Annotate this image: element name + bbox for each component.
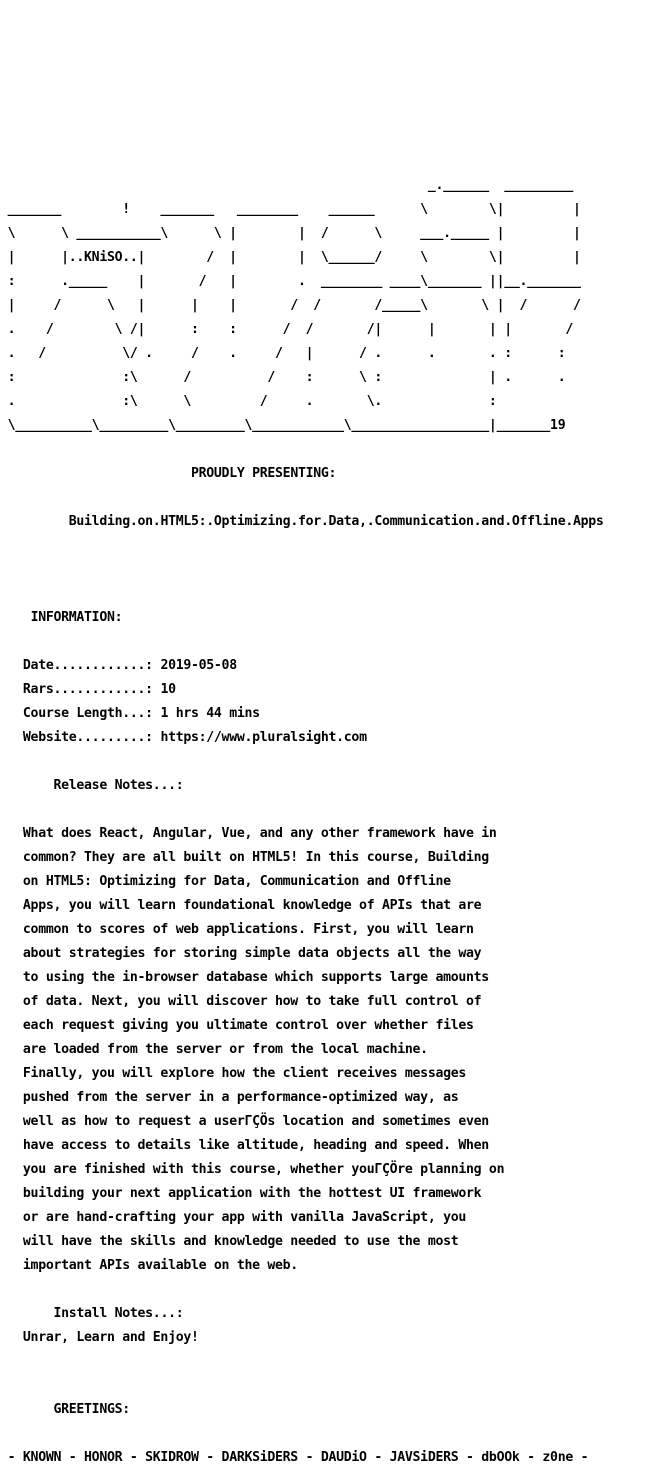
info-label: Course Length... (22, 706, 146, 721)
info-label: Date............ (22, 658, 146, 673)
release-notes-line (0, 948, 604, 960)
info-value: 10 (160, 682, 176, 697)
release-notes-line (0, 924, 604, 936)
blank-line (0, 564, 604, 576)
ascii-logo-line (0, 444, 604, 456)
release-notes-text: to using the in-browser database which supports large amounts (22, 970, 489, 985)
release-title: Building.on.HTML5:.Optimizing.for.Data,.Communication.and.Offline.Apps (68, 514, 604, 529)
install-notes-heading-line (0, 1308, 604, 1320)
ascii-logo-line: : ._____ | / | . ________ ____\_______ ||__._______ (0, 274, 581, 289)
blank-line (0, 1356, 604, 1368)
blank-line (0, 60, 604, 72)
blank-line (0, 588, 604, 600)
release-notes-text: important APIs available on the web. (22, 1258, 298, 1273)
info-row: Website.........: https://www.pluralsight.com (22, 730, 367, 745)
release-notes-heading: Release Notes...: (53, 778, 184, 793)
ascii-logo-line: \__________\_________\_________\____________\__________________|_______19 (0, 418, 566, 433)
release-notes-text: common? They are all built on HTML5! In this course, Building (22, 850, 489, 865)
blank-line (0, 108, 604, 120)
info-label: Website......... (22, 730, 146, 745)
release-notes-line (0, 1236, 604, 1248)
blank-line (0, 12, 604, 24)
ascii-logo-line: . / \/ . / . / | / . . . : : (0, 346, 566, 361)
greetings-line (0, 1452, 604, 1464)
release-notes-line (0, 900, 604, 912)
release-notes-line (0, 996, 604, 1008)
release-notes-text: well as how to request a userΓÇÖs location and sometimes even (22, 1114, 489, 1129)
ascii-logo-line: _______ ! _______ ________ ______ \ \| | (0, 202, 581, 217)
install-notes-line (0, 1332, 604, 1344)
release-notes-text: common to scores of web applications. First, you will learn (22, 922, 474, 937)
release-notes-text: about strategies for storing simple data objects all the way (22, 946, 482, 961)
release-notes-text: Finally, you will explore how the client receives messages (22, 1066, 467, 1081)
ascii-logo-line: : :\ / / : \ : | . . (0, 370, 566, 385)
release-notes-line (0, 852, 604, 864)
ascii-logo-line: _.______ _________ (0, 178, 573, 193)
release-notes-text: on HTML5: Optimizing for Data, Communication and Offline (22, 874, 451, 889)
install-notes-text: Unrar, Learn and Enjoy! (22, 1330, 199, 1345)
release-notes-text: of data. Next, you will discover how to take full control of (22, 994, 482, 1009)
info-value: 2019-05-08 (160, 658, 237, 673)
install-notes-heading: Install Notes...: (53, 1306, 184, 1321)
info-value: 1 hrs 44 mins (160, 706, 260, 721)
greetings-heading: GREETINGS: (53, 1402, 130, 1417)
presenting-line (0, 468, 604, 480)
info-label: Rars............ (22, 682, 146, 697)
release-notes-text: you are finished with this course, whether youΓÇÖre planning on (22, 1162, 505, 1177)
release-notes-line (0, 1140, 604, 1152)
release-notes-heading-line (0, 780, 604, 792)
blank-line (0, 636, 604, 648)
release-notes-line (0, 828, 604, 840)
release-notes-text: or are hand-crafting your app with vanilla JavaScript, you (22, 1210, 467, 1225)
presenting-text: PROUDLY PRESENTING: (191, 466, 337, 481)
title-line (0, 516, 604, 528)
release-notes-line (0, 1020, 604, 1032)
release-notes-line (0, 1212, 604, 1224)
release-notes-line (0, 1116, 604, 1128)
release-notes-line (0, 972, 604, 984)
ascii-logo-line: | |..KNiSO..| / | | \______/ \ \| | (0, 250, 581, 265)
release-notes-line (0, 1260, 604, 1272)
release-notes-text: have access to details like altitude, heading and speed. When (22, 1138, 489, 1153)
blank-line (0, 1284, 604, 1296)
blank-line (0, 132, 604, 144)
info-row: Date............: 2019-05-08 (22, 658, 237, 673)
blank-line (0, 1380, 604, 1392)
info-row: Rars............: 10 (22, 682, 176, 697)
greetings-heading-line (0, 1404, 604, 1416)
info-row: Course Length...: 1 hrs 44 mins (22, 706, 260, 721)
information-heading: INFORMATION: (30, 610, 123, 625)
ascii-logo-line: . :\ \ / . \. : (0, 394, 497, 409)
blank-line (0, 156, 604, 168)
greetings-text: - KNOWN - HONOR - SKIDROW - DARKSiDERS - DAUDiO - JAVSiDERS - dbOOk - z0ne - (7, 1450, 589, 1465)
website-value: https://www.pluralsight.com (160, 730, 367, 745)
release-notes-text: What does React, Angular, Vue, and any other framework have in (22, 826, 497, 841)
release-notes-text: will have the skills and knowledge needed to use the most (22, 1234, 459, 1249)
release-notes-line (0, 1068, 604, 1080)
release-notes-line (0, 1044, 604, 1056)
information-heading-line (0, 612, 604, 624)
blank-line (0, 1428, 604, 1440)
release-notes-line (0, 1188, 604, 1200)
release-notes-text: building your next application with the hottest UI framework (22, 1186, 482, 1201)
ascii-logo-line: . / \ /| : : / / /| | | | / (0, 322, 573, 337)
release-notes-text: Apps, you will learn foundational knowledge of APIs that are (22, 898, 482, 913)
release-notes-text: pushed from the server in a performance-optimized way, as (22, 1090, 459, 1105)
blank-line (0, 84, 604, 96)
release-notes-line (0, 1164, 604, 1176)
release-notes-line (0, 1092, 604, 1104)
blank-line (0, 756, 604, 768)
ascii-logo-line: \ \ ___________\ \ | | / \ ___._____ | | (0, 226, 581, 241)
release-notes-line (0, 876, 604, 888)
release-notes-text: are loaded from the server or from the local machine. (22, 1042, 428, 1057)
ascii-logo-line: | / \ | | | / / /_____\ \ | / / (0, 298, 581, 313)
blank-line (0, 540, 604, 552)
release-notes-text: each request giving you ultimate control over whether files (22, 1018, 474, 1033)
blank-line (0, 36, 604, 48)
blank-line (0, 804, 604, 816)
blank-line (0, 492, 604, 504)
